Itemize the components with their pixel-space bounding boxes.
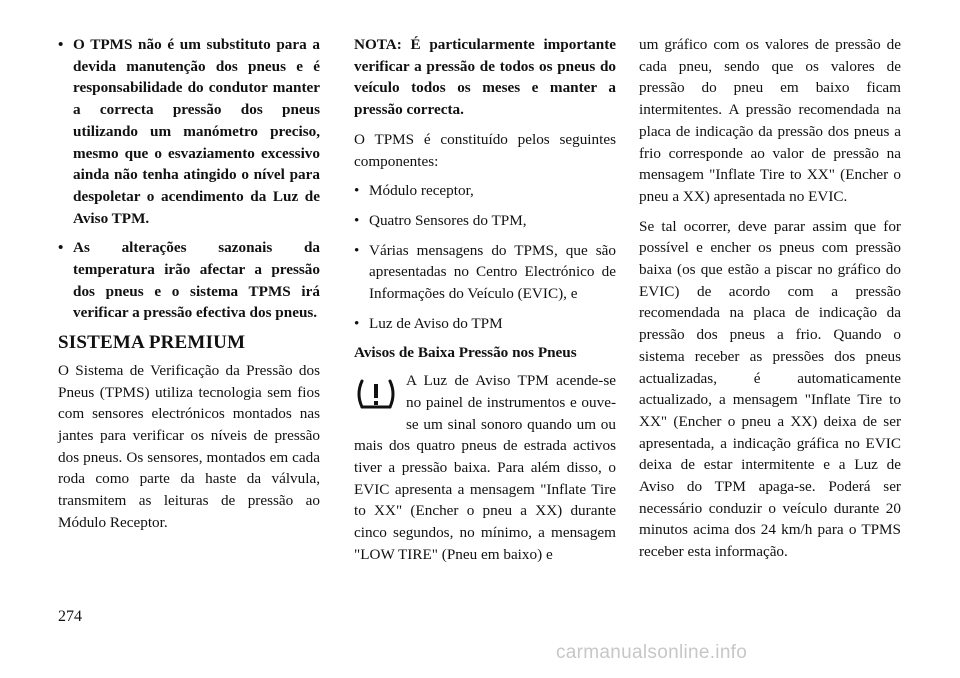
evic-paragraph: um gráfico com os valores de pressão de cada pneu, sendo que os valores de pressão do pneu em baixo ficam intermitentes. A pressão recomendada na placa de indicação da pressão dos pneus a frio corresponde ao valor de pressão na mensagem "Inflate Tire to XX" (Encher o pneu a XX) apresentada no EVIC. [639, 36, 901, 205]
list-item: • Quatro Sensores do TPM, [354, 210, 616, 232]
components-intro: O TPMS é constituído pelos seguintes componentes: [354, 130, 616, 170]
section-heading: SISTEMA PREMIUM [58, 332, 246, 354]
note-paragraph: NOTA: É particularmente importante verificar a pressão de todos os pneus do veículo todos os meses e manter a pressão correcta. [354, 36, 616, 119]
components-list [354, 180, 616, 334]
watermark: carmanualsonline.info [556, 642, 748, 663]
list-item: • As alterações sazonais da temperatura irão afectar a pressão dos pneus e o sistema TPMS irá verificar a pressão efectiva dos pneus. [58, 237, 320, 324]
list-item: • Módulo receptor, [354, 180, 616, 202]
list-item: • O TPMS não é um substituto para a devida manutenção dos pneus e é responsabilidade do condutor manter a correcta pressão dos pneus utilizando um manómetro preciso, mesmo que o esvaziamento excessivo ainda não tenha atingido o nível para despoletar o acendimento da Luz de Aviso TPM. [58, 34, 320, 229]
premium-system-paragraph: O Sistema de Verificação da Pressão dos Pneus (TPMS) utiliza tecnologia sem fios com sensores electrónicos montados nas jantes para verificar os níveis de pressão dos pneus. Os sensores, montados em cada roda como parte da haste da válvula, transmitem as leituras de pressão ao Módulo Receptor. [58, 361, 320, 531]
subsection-heading: Avisos de Baixa Pressão nos Pneus [354, 344, 577, 362]
action-paragraph: Se tal ocorrer, deve parar assim que for possível e encher os pneus com pressão baixa (os que estão a piscar no gráfico do EVIC) de acordo com a pressão recomendada na placa de indicação da pressão dos pneus a frio. Quando o sistema receber as pressões dos pneus actualizadas, é automaticamente actualizado, a mensagem "Inflate Tire to XX" (Encher o pneu a XX) deixa de ser apresentada, a indicação gráfica no EVIC deixa de estar intermitente e a Luz de Aviso do TPM apaga-se. Poderá ser necessário conduzir o veículo durante 20 minutos acima dos 24 km/h para o TPMS receber esta informação. [639, 217, 901, 561]
warning-text: A Luz de Aviso TPM acende-se no painel de instrumentos e ouve-se um sinal sonoro quando um ou mais dos quatro pneus de estrada activos tiver a pressão baixa. Para além disso, o EVIC apresenta a mensagem "Inflate Tire to XX" (Encher o pneu a XX) durante cinco segundos, no mínimo, a mensagem "LOW TIRE" (Pneu em baixo) e [354, 372, 616, 563]
column-middle [354, 34, 616, 565]
warning-block [354, 370, 616, 565]
list-item: • Várias mensagens do TPMS, que são apresentadas no Centro Electrónico de Informações do Veículo (EVIC), e [354, 240, 616, 305]
page-number: 274 [58, 608, 82, 625]
list-item: • Luz de Aviso do TPM [354, 313, 616, 335]
column-left [58, 34, 320, 541]
column-right [639, 34, 901, 571]
tpms-warning-icon [354, 374, 398, 414]
tpms-notes-list [58, 34, 320, 324]
